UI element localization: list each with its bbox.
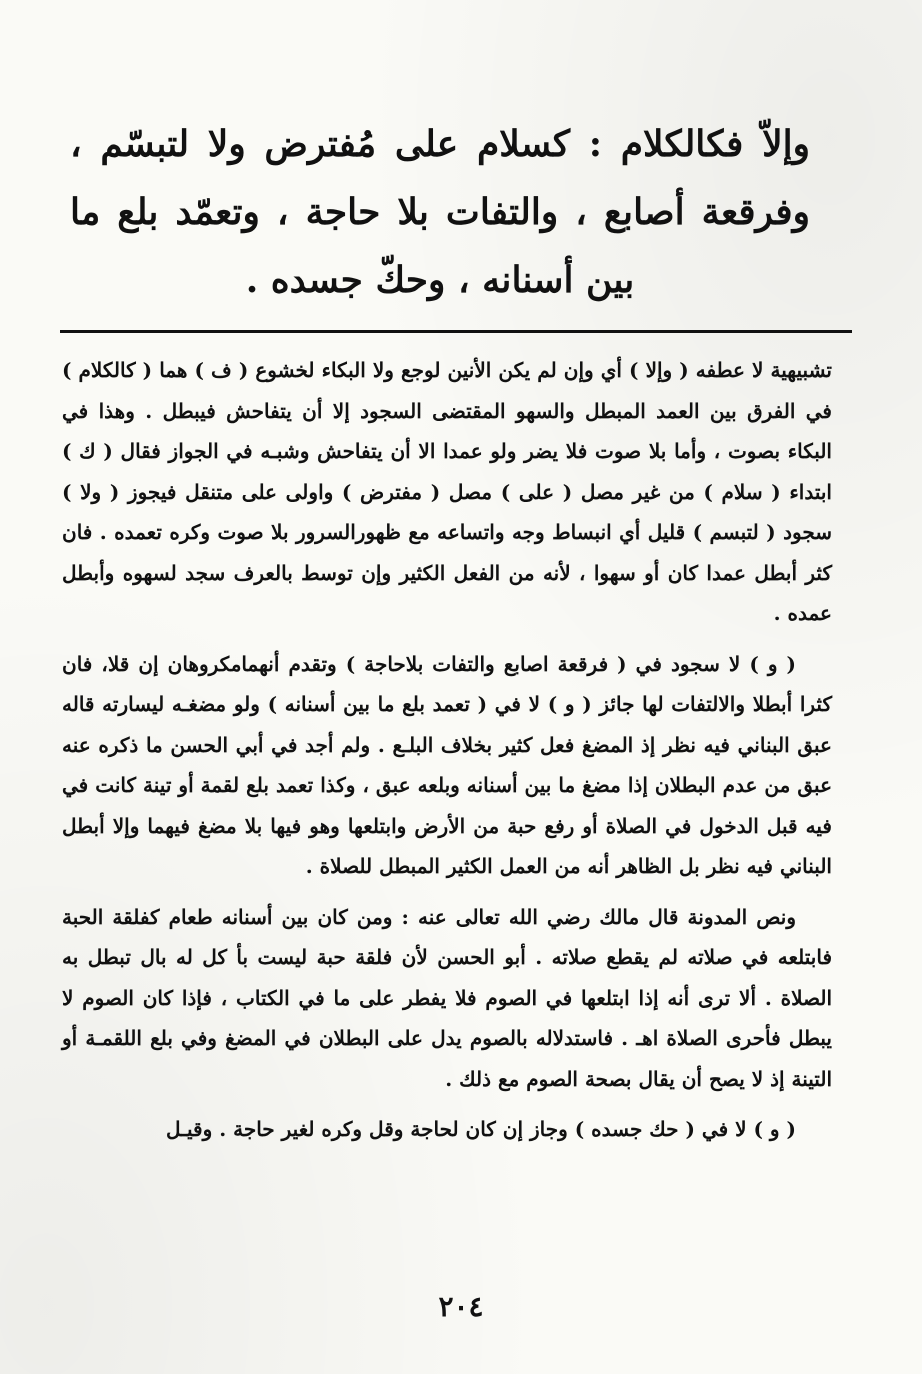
commentary-paragraph-4: ( و ) لا في ( حك جسده ) وجاز إن كان لحاجة وقل وكره لغير حاجة . وقيـل	[165, 1117, 796, 1141]
commentary-paragraph-3: ونص المدونة قال مالك رضي الله تعالى عنه : ومن كان بين أسنانه طعام كفلقة الحبة فابتلعه في صلاته لم يقطع صلاته . أبو الحسن لأن فلقة حبة ليست بأ كل له بال تبطل به الصلاة . ألا ترى أنه إذا ابتلعها في الصوم فلا يفطر على ما في الكتاب ، فإذا كان الصوم لا يبطل فأحرى الصلاة اهـ . فاستدلاله بالصوم يدل على البطلان في المضغ وفي بلع اللقمـة أو التينة إذ لا يصح أن يقال بصحة الصوم مع ذلك .	[62, 904, 832, 1091]
section-divider	[60, 330, 852, 333]
commentary-block	[62, 350, 832, 1150]
matn-text: وإلاّ فكالكلام : كسلام على مُفترض ولا لتبسّم ، وفرقعة أصابع ، والتفات بلا حاجة ، وتعمّد بلع ما بين أسنانه ، وحكّ جسده .	[70, 123, 810, 301]
commentary-paragraph-2: ( و ) لا سجود في ( فرقعة اصابع والتفات بلاحاجة ) وتقدم أنهمامكروهان إن قلا، فان كثرا أبطلا والالتفات لها جائز ( و ) لا في ( تعمد بلع ما بين أسنانه ) ولو مضغـه ليسارته قاله عبق البناني فيه نظر إذ المضغ فعل كثير بخلاف البلـع . ولم أجد في أبي الحسن ما ذكره عنه عبق من عدم البطلان إذا مضغ ما بين أسنانه وبلعه عبق ، وكذا تعمد بلع لقمة أو تينة كانت في فيه قبل الدخول في الصلاة أو رفع حبة من الأرض وابتلعها وهو فيها بلا مضغ فيهما وإلا أبطل البناني فيه نظر بل الظاهر أنه من العمل الكثير المبطل للصلاة .	[62, 651, 832, 878]
commentary-paragraph-1: تشبيهية لا عطفه ( وإلا ) أي وإن لم يكن الأنين لوجع ولا البكاء لخشوع ( ف ) هما ( كالكلام ) في الفرق بين العمد المبطل والسهو المقتضى السجود إلا أن يتفاحش فيبطل . وهذا في البكاء بصوت ، وأما بلا صوت فلا يضر ولو عمدا الا أن يتفاحش وشبـه في الجواز فقال ( ك ) ابتداء ( سلام ) من غير مصل ( على ) مصل ( مفترض ) واولى على متنقل فيجوز ( ولا ) سجود ( لتبسم ) قليل أي انبساط وجه واتساعه مع ظهورالسرور بلا صوت وكره تعمده . فان كثر أبطل عمدا كان أو سهوا ، لأنه من الفعل الكثير وإن توسط بالعرف سجد لسهوه وأبطل عمده .	[62, 358, 832, 625]
page-number: ٢٠٤	[438, 1290, 484, 1323]
